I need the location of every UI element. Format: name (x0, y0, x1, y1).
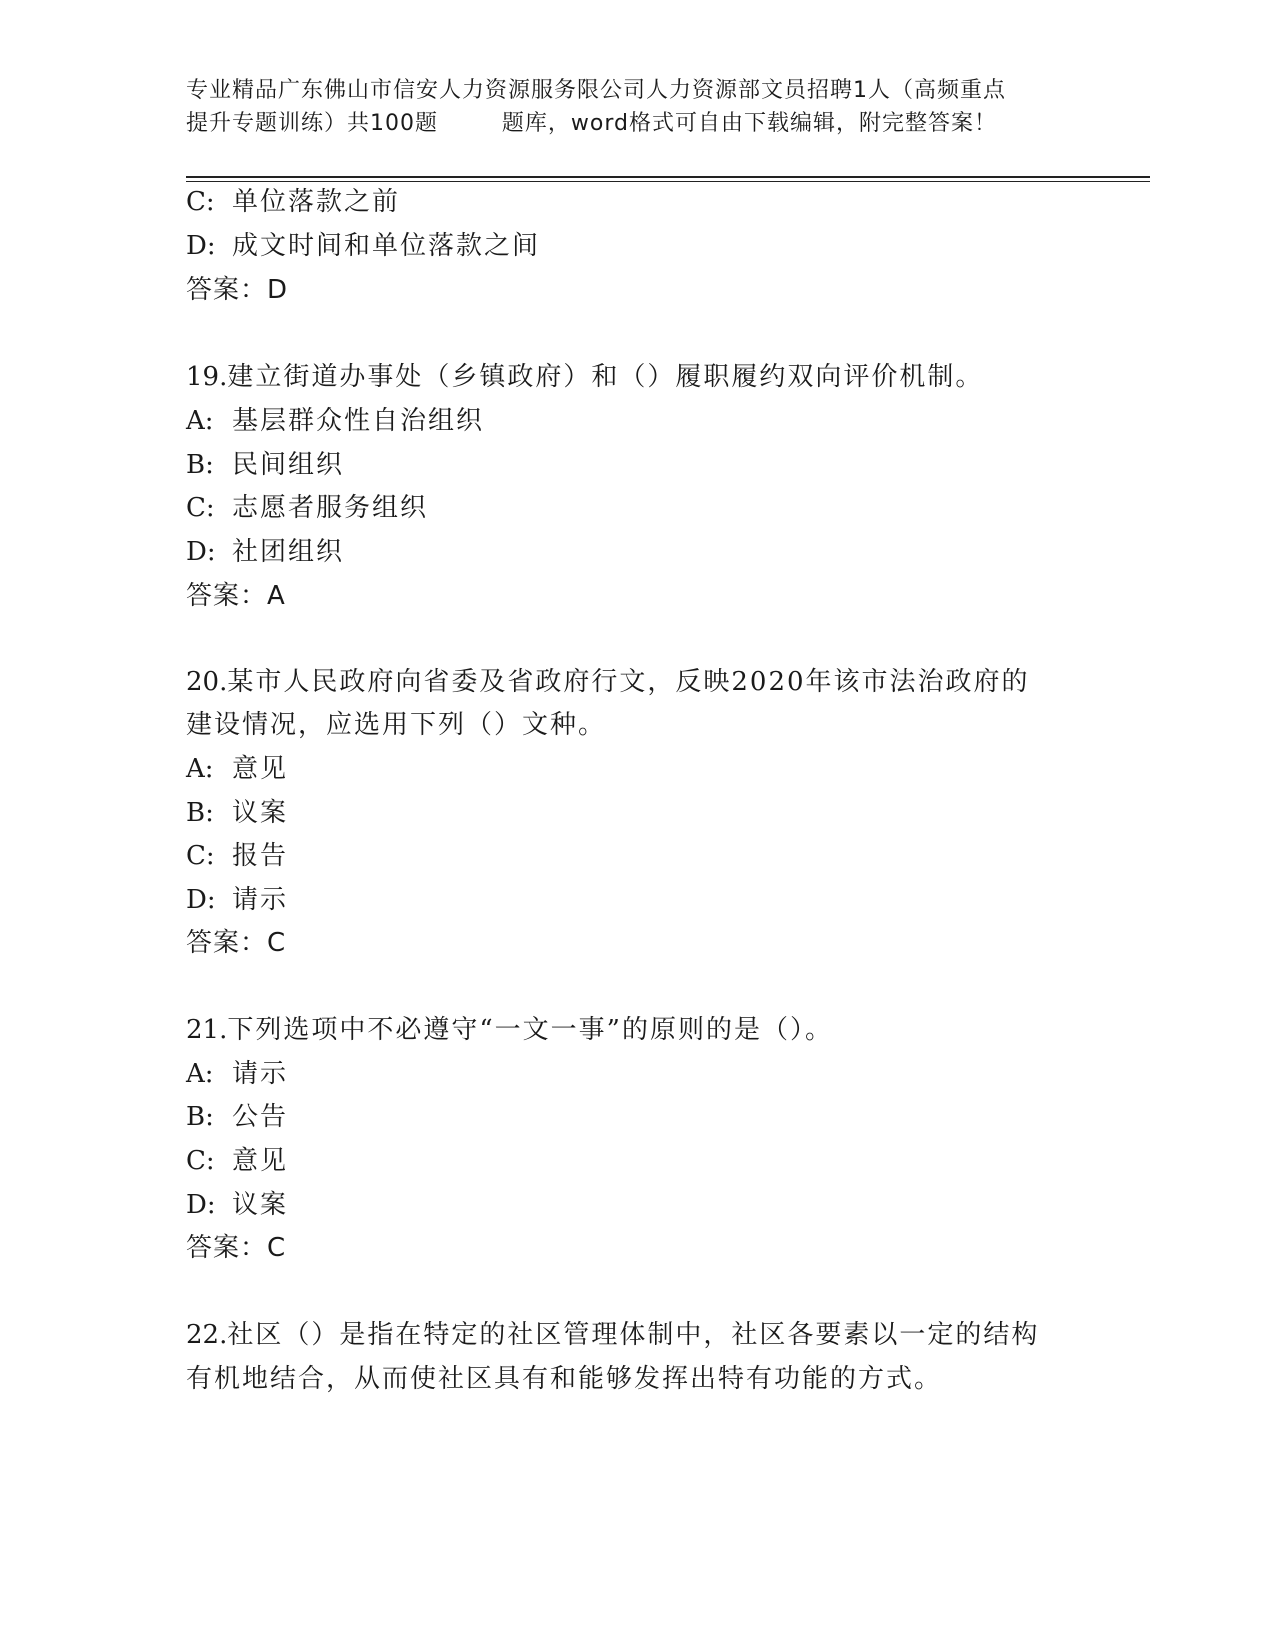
option-letter: D: (186, 1190, 216, 1220)
option-letter: B: (186, 798, 214, 828)
header-divider (186, 176, 1150, 182)
question-text-continued: 建设情况，应选用下列（）文种。 (186, 710, 607, 740)
option-text: 公告 (232, 1102, 289, 1132)
answer-line: 答案：D (186, 275, 289, 305)
option-d (186, 228, 540, 264)
option-letter: C: (186, 493, 215, 523)
option-letter: A: (186, 1059, 214, 1089)
option-b (186, 1099, 288, 1135)
option-text: 基层群众性自治组织 (232, 406, 485, 436)
question-text: 建立街道办事处（乡镇政府）和（）履职履约双向评价机制。 (227, 362, 984, 392)
question-number: 21. (186, 1015, 228, 1045)
option-a (186, 751, 288, 787)
question-number: 19. (186, 362, 228, 392)
option-a (186, 1056, 288, 1092)
option-text: 报告 (232, 841, 289, 871)
option-d (186, 882, 288, 918)
option-text: 议案 (232, 1190, 289, 1220)
option-c (186, 490, 428, 526)
option-d (186, 1187, 288, 1223)
question-text: 下列选项中不必遵守“一文一事”的原则的是（）。 (227, 1015, 833, 1045)
option-text: 单位落款之前 (232, 187, 401, 217)
option-letter: B: (186, 1102, 214, 1132)
option-letter: A: (186, 754, 214, 784)
option-b (186, 795, 288, 831)
question-20-stem (186, 664, 1030, 700)
option-c (186, 1143, 288, 1179)
option-text: 社团组织 (232, 537, 345, 567)
question-number: 20. (186, 667, 228, 697)
question-number: 22. (186, 1320, 228, 1350)
option-letter: C: (186, 187, 215, 217)
question-text: 某市人民政府向省委及省政府行文，反映2020年该市法治政府的 (227, 667, 1030, 697)
option-text: 意见 (232, 1146, 289, 1176)
option-c (186, 838, 288, 874)
answer-line: 答案：C (186, 928, 287, 958)
option-text: 议案 (232, 798, 289, 828)
option-b (186, 447, 344, 483)
option-letter: C: (186, 841, 215, 871)
answer-line: 答案：A (186, 581, 286, 611)
option-d (186, 534, 344, 570)
header-title-line-1: 专业精品广东佛山市信安人力资源服务限公司人力资源部文员招聘1人（高频重点 (186, 78, 1006, 103)
question-19-stem (186, 359, 983, 395)
option-letter: D: (186, 885, 216, 915)
option-letter: A: (186, 406, 214, 436)
page-header (186, 74, 1086, 140)
option-text: 意见 (232, 754, 289, 784)
question-22-stem (186, 1317, 1039, 1353)
header-title-line-2: 提升专题训练）共100题 题库，word格式可自由下载编辑，附完整答案！ (186, 111, 998, 136)
option-letter: C: (186, 1146, 215, 1176)
option-letter: D: (186, 231, 216, 261)
option-text: 请示 (232, 1059, 289, 1089)
option-text: 请示 (232, 885, 289, 915)
question-text: 社区（）是指在特定的社区管理体制中，社区各要素以一定的结构 (227, 1320, 1040, 1350)
question-text-continued: 有机地结合，从而使社区具有和能够发挥出特有功能的方式。 (186, 1364, 943, 1394)
option-text: 成文时间和单位落款之间 (232, 231, 541, 261)
option-letter: D: (186, 537, 216, 567)
option-letter: B: (186, 450, 214, 480)
option-text: 志愿者服务组织 (232, 493, 429, 523)
option-c (186, 184, 400, 220)
option-text: 民间组织 (232, 450, 345, 480)
option-a (186, 403, 484, 439)
answer-line: 答案：C (186, 1233, 287, 1263)
question-21-stem (186, 1012, 833, 1048)
